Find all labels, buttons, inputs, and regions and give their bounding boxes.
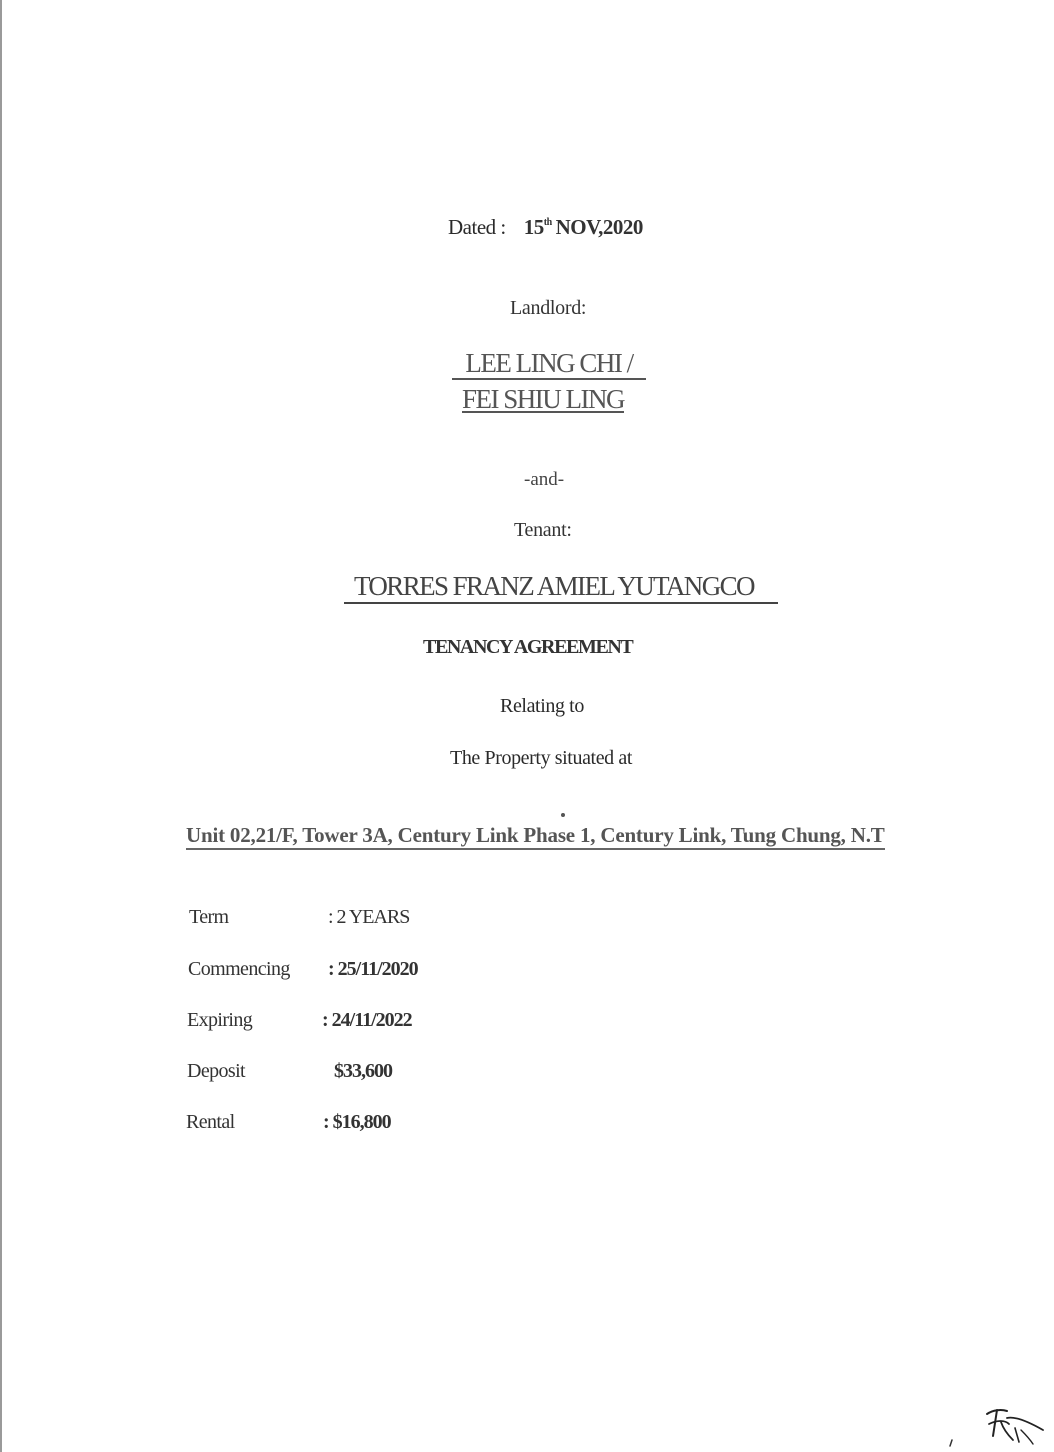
ink-speck [561, 813, 565, 817]
document-title: TENANCY AGREEMENT [423, 636, 633, 658]
page-left-edge [0, 0, 2, 1452]
deposit-row [0, 1060, 600, 1090]
landlord-name-line-1: LEE LING CHI / [452, 348, 646, 380]
expiring-row [0, 1009, 600, 1039]
commencing-value: : 25/11/2020 [328, 958, 418, 980]
commencing-row [0, 958, 600, 988]
agreement-date [448, 215, 643, 240]
handwritten-initials [945, 1400, 1049, 1452]
commencing-label: Commencing [188, 958, 290, 980]
dated-day-suffix: th [543, 217, 552, 228]
term-value: : 2 YEARS [328, 906, 410, 928]
rental-value: : $16,800 [323, 1111, 391, 1133]
property-address: Unit 02,21/F, Tower 3A, Century Link Phase 1, Century Link, Tung Chung, N.T [186, 822, 885, 850]
dated-day: 15 [523, 215, 544, 239]
and-separator: -and- [524, 469, 565, 490]
landlord-name-line-2: FEI SHIU LING [462, 384, 624, 414]
dated-label: Dated : [448, 215, 506, 239]
deposit-label: Deposit [187, 1060, 246, 1082]
rental-row [0, 1111, 600, 1141]
tenant-name: TORRES FRANZ AMIEL YUTANGCO [344, 570, 778, 604]
expiring-label: Expiring [187, 1009, 253, 1031]
expiring-value: : 24/11/2022 [322, 1009, 412, 1031]
landlord-label: Landlord: [510, 297, 587, 319]
term-label: Term [189, 906, 229, 928]
deposit-value: $33,600 [334, 1060, 392, 1082]
dated-month-year: NOV,2020 [555, 215, 643, 239]
rental-label: Rental [186, 1111, 235, 1133]
term-row [0, 906, 600, 936]
tenant-label: Tenant: [514, 519, 572, 541]
property-intro-text: The Property situated at [450, 747, 633, 769]
relating-to-text: Relating to [500, 695, 584, 717]
dated-value [524, 215, 643, 239]
